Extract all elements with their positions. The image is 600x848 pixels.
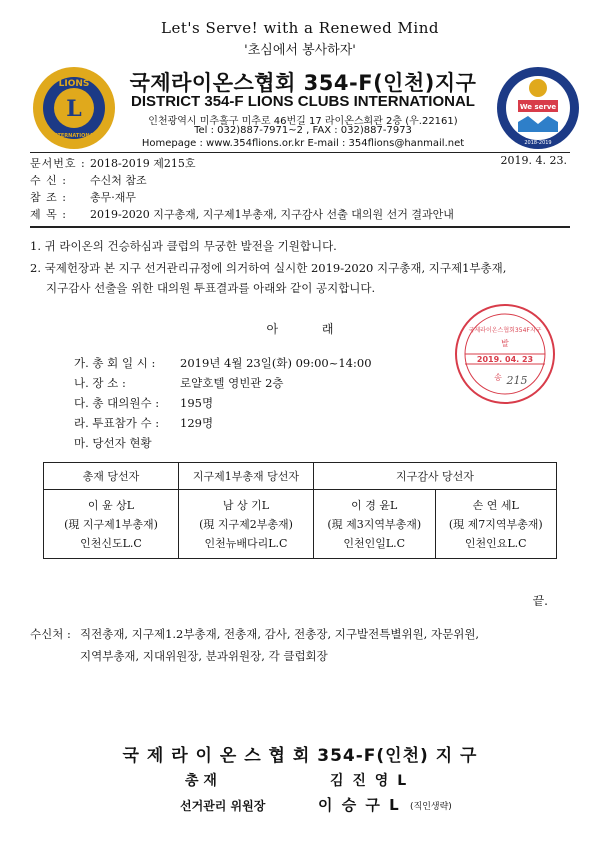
signature-org: 국 제 라 이 온 스 협 회 354-F(인천) 지 구 — [122, 746, 478, 766]
logo-top-text: LIONS — [58, 79, 90, 89]
winner-club: 인천인일L.C — [343, 536, 406, 550]
seal-recv: 송 — [494, 373, 502, 382]
header-divider — [30, 152, 570, 153]
recipients-line-2: 지역부총재, 지대위원장, 분과위원장, 각 클럽회장 — [80, 649, 328, 663]
item-place-value: 로얄호텔 영빈관 2층 — [180, 376, 284, 390]
item-date-label: 가. 총 회 일 시 : — [74, 356, 156, 370]
seal-number: 215 — [506, 374, 528, 387]
item-winners-label: 마. 당선자 현황 — [74, 436, 152, 450]
winners-table — [43, 462, 557, 559]
motto-english: Let's Serve! with a Renewed Mind — [161, 19, 439, 37]
item-winners — [74, 435, 180, 451]
logo-bottom-text: INTERNATIONAL — [51, 133, 97, 139]
election-chair-title: 선거관리 위원장 — [180, 799, 266, 813]
winner-club: 인천신도L.C — [80, 536, 142, 550]
recipient-value: 수신처 참조 — [90, 174, 147, 187]
subject-value: 2019-2020 지구총재, 지구제1부총재, 지구감사 선출 대의원 선거 결과안내 — [90, 208, 454, 221]
official-seal-stamp — [453, 302, 557, 406]
seal-send: 발 — [501, 339, 509, 348]
winner-cell-first-vice — [179, 490, 314, 559]
item-delegates-label: 다. 총 대의원수 : — [74, 396, 160, 410]
item-delegates — [74, 395, 213, 411]
item-date-value: 2019년 4월 23일(화) 09:00~14:00 — [180, 356, 372, 370]
below-heading: 아 래 — [266, 322, 334, 336]
subject-line — [30, 206, 454, 222]
reference-value: 총무·재무 — [90, 191, 137, 204]
end-mark: 끝. — [532, 594, 548, 608]
paragraph-1: 1. 귀 라이온의 건승하심과 클럽의 무궁한 발전을 기원합니다. — [30, 239, 337, 253]
badge-year: 2018-2019 — [524, 140, 552, 146]
winner-cell-auditor-2 — [435, 490, 557, 559]
recipients-line-1 — [30, 626, 479, 642]
recipients-text-1: 직전총재, 지구제1.2부총재, 전총재, 감사, 전총장, 지구발전특별위원, 자문위원, — [80, 627, 480, 641]
badge-text: We serve — [519, 103, 557, 111]
logo-letter: L — [66, 96, 82, 122]
district-title: 국제라이온스협회 354-F(인천)지구 — [129, 71, 477, 95]
winner-role: (現 지구제1부총재) — [64, 517, 158, 531]
item-voters-value: 129명 — [180, 416, 214, 430]
winner-name: 이 경 윤L — [351, 498, 398, 512]
district-badge-icon — [496, 66, 580, 150]
doc-date: 2019. 4. 23. — [500, 154, 567, 167]
winner-name: 이 윤 상L — [87, 498, 135, 512]
district-web: Homepage : www.354flions.or.kr E-mail : 354flions@hanmail.net — [141, 138, 465, 149]
winner-role: (現 제7지역부총재) — [448, 517, 543, 531]
item-voters-label: 라. 투표참가 수 : — [74, 416, 160, 430]
district-address: 인천광역시 미추홀구 미추로 46번길 17 라이온스회관 2층 (우.22161) — [148, 116, 458, 127]
seal-omitted-note: (직인생략) — [410, 802, 452, 812]
reference-label: 참 조 : — [30, 191, 67, 204]
recipient-label: 수 신 : — [30, 174, 67, 187]
governor-title: 총 재 — [185, 773, 217, 789]
doc-number-value: 2018-2019 제215호 — [90, 157, 196, 170]
district-english-title: DISTRICT 354-F LIONS CLUBS INTERNATIONAL — [131, 93, 475, 110]
winner-name: 손 연 세L — [472, 498, 519, 512]
subject-label: 제 목 : — [30, 208, 67, 221]
recipients-label: 수신처 : — [30, 627, 71, 641]
item-place — [74, 375, 284, 391]
winner-club: 인천뉴배다리L.C — [204, 536, 288, 550]
item-date — [74, 355, 372, 371]
winner-club: 인천인요L.C — [464, 536, 527, 550]
governor-name: 김 진 영 L — [330, 773, 409, 789]
reference-line — [30, 189, 136, 205]
doc-number — [30, 155, 195, 171]
item-place-label: 나. 장 소 : — [74, 376, 126, 390]
subject-divider — [30, 226, 570, 228]
winner-name: 남 상 기L — [222, 498, 270, 512]
winner-role: (現 제3지역부총재) — [327, 517, 422, 531]
paragraph-2b: 지구감사 선출을 위한 대의원 투표결과를 아래와 같이 공지합니다. — [46, 281, 376, 295]
winner-cell-auditor-1 — [314, 490, 436, 559]
motto-korean: '초심에서 봉사하자' — [244, 43, 356, 58]
doc-number-label: 문서번호 : — [30, 157, 86, 170]
header-first-vice: 지구제1부총재 당선자 — [179, 463, 314, 490]
lions-logo-icon — [32, 66, 116, 150]
paragraph-2a: 2. 국제헌장과 본 지구 선거관리규정에 의거하여 실시한 2019-2020 지구총재, 지구제1부총재, — [30, 261, 507, 275]
election-chair-name: 이 승 구 L — [318, 796, 401, 814]
seal-top-text: 국제라이온스협회354F지구 — [468, 327, 542, 334]
header-governor: 총재 당선자 — [44, 463, 179, 490]
item-voters — [74, 415, 213, 431]
winner-role: (現 지구제2부총재) — [199, 517, 293, 531]
winner-cell-governor — [44, 490, 179, 559]
district-phone: Tel : 032)887-7971~2 , FAX : 032)887-7973 — [194, 125, 412, 136]
seal-date: 2019. 04. 23 — [476, 355, 534, 364]
recipient-line — [30, 172, 147, 188]
item-delegates-value: 195명 — [180, 396, 214, 410]
header-auditor: 지구감사 당선자 — [314, 463, 557, 490]
